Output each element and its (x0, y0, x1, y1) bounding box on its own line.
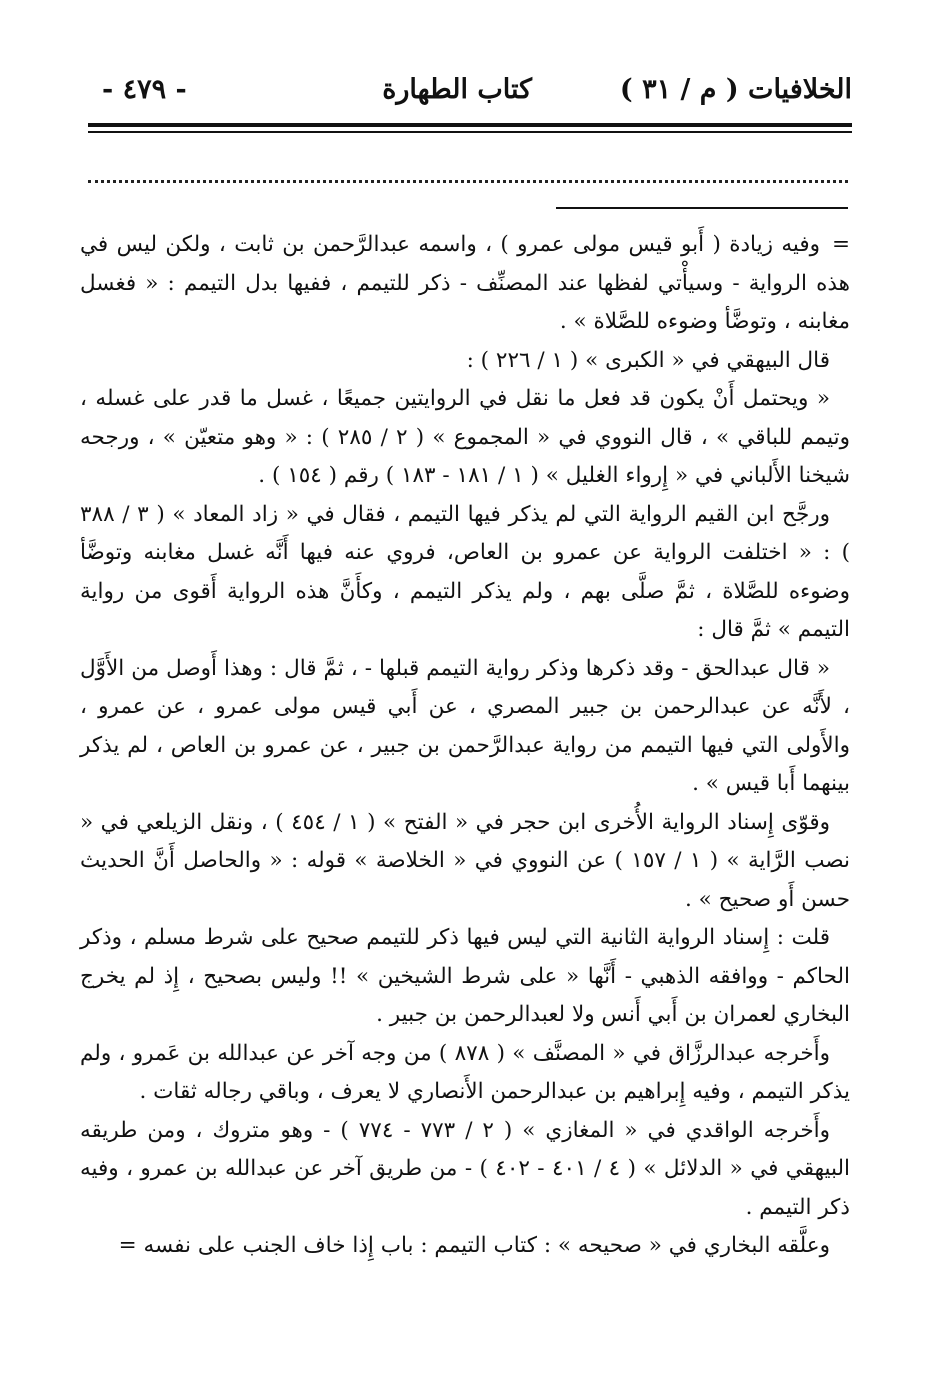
paragraph-3: « ويحتمل أَنْ يكون قد فعل ما نقل في الروايتين جميعًا ، غسل ما قدر على غسله ، وتيمم للباقي » ، قال النووي في « المجموع » ( ٢ / ٢٨٥ ) : « وهو متعيّن » ، ورجحه شيخنا الأَلباني في « إِرواء الغليل » ( ١ / ١٨١ - ١٨٣ ) رقم ( ١٥٤ ) . (80, 386, 850, 488)
paragraph-10: وعلَّقه البخاري في « صحيحه » : كتاب التيمم : باب إِذا خاف الجنب على نفسه = (118, 1233, 830, 1258)
footnote-rule (556, 207, 848, 209)
dotted-separator (88, 163, 848, 183)
chapter-title: كتاب الطهارة (382, 74, 532, 105)
paragraph-7: قلت : إِسناد الرواية الثانية التي ليس فيها ذكر للتيمم صحيح على شرط مسلم ، وذكر الحاكم - ووافقه الذهبي - أَنَّها « على شرط الشيخين » !! وليس بصحيح ، إِذ لم يخرج البخاري لعمران بن أَبي أَنس ولا لعبدالرحمن بن جبير . (80, 925, 850, 1027)
paragraph-2: قال البيهقي في « الكبرى » ( ١ / ٢٢٦ ) : (466, 347, 830, 373)
continuation-mark: = (831, 232, 850, 257)
paragraph-5: « قال عبدالحق - وقد ذكرها وذكر رواية التيمم قبلها - ، ثمَّ قال : وهذا أَوصل من الأَوَّل ، لأَنَّه عن عبدالرحمن بن جبير المصري ، عن أَبي قيس مولى عمرو ، عن عمرو ، والأَولى التي فيها التيمم من رواية عبدالرَّحمن بن جبير ، عن عمرو بن العاص ، لم يذكر بينهما أَبا قيس » . (80, 655, 850, 796)
header-rule-thick (88, 123, 852, 127)
paragraph-4: ورجَّح ابن القيم الرواية التي لم يذكر فيها التيمم ، فقال في « زاد المعاد » ( ٣ / ٣٨٨ ) : « اختلفت الرواية عن عمرو بن العاص، فروي عنه فيها أَنَّه غسل مغابنه وتوضَّأ وضوءه للصَّلاة ، ثمَّ صلَّى بهم ، ولم يذكر التيمم ، وكأَنَّ هذه الرواية أَقوى من رواية التيمم » ثمَّ قال : (80, 501, 850, 642)
paragraph-6: وقوّى إِسناد الرواية الأُخرى ابن حجر في « الفتح » ( ١ / ٤٥٤ ) ، ونقل الزيلعي في « نصب الرَّاية » ( ١ / ١٥٧ ) عن النووي في « الخلاصة » قوله : « والحاصل أَنَّ الحديث حسن أَو صحيح » . (80, 809, 850, 912)
header-rule-thin (88, 131, 852, 133)
paragraph-9: وأَخرجه الواقدي في « المغازي » ( ٢ / ٧٧٣ - ٧٧٤ ) - وهو متروك ، ومن طريقه البيهقي في « الدلائل » ( ٤ / ٤٠١ - ٤٠٢ ) - من طريق آخر عن عبدالله بن عمرو ، وفيه ذكر التيمم . (80, 1117, 850, 1220)
paragraph-1 (80, 226, 850, 342)
paragraph-8: وأَخرجه عبدالرزَّاق في « المصنَّف » ( ٨٧٨ ) من وجه آخر عن عبدالله بن عَمرو ، ولم يذكر التيمم ، وفيه إِبراهيم بن عبدالرحمن الأَنصاري لا يعرف ، وباقي رجاله ثقات . (80, 1040, 850, 1104)
paragraph-1-text: وفيه زيادة ( أَبو قيس مولى عمرو ) ، واسمه عبدالرَّحمن بن ثابت ، ولكن ليس في هذه الرواية - وسيأْتي لفظها عند المصنِّف - ذكر للتيمم ، ففيها بدل التيمم : « فغسل مغابنه ، وتوضَّأ وضوءه للصَّلاة » . (80, 232, 850, 334)
footnote-text (80, 226, 850, 1266)
page-header (88, 74, 852, 118)
book-section-label: الخلافيات ( م / ٣١ ) (619, 74, 852, 105)
page-number: - ٤٧٩ - (102, 74, 187, 105)
